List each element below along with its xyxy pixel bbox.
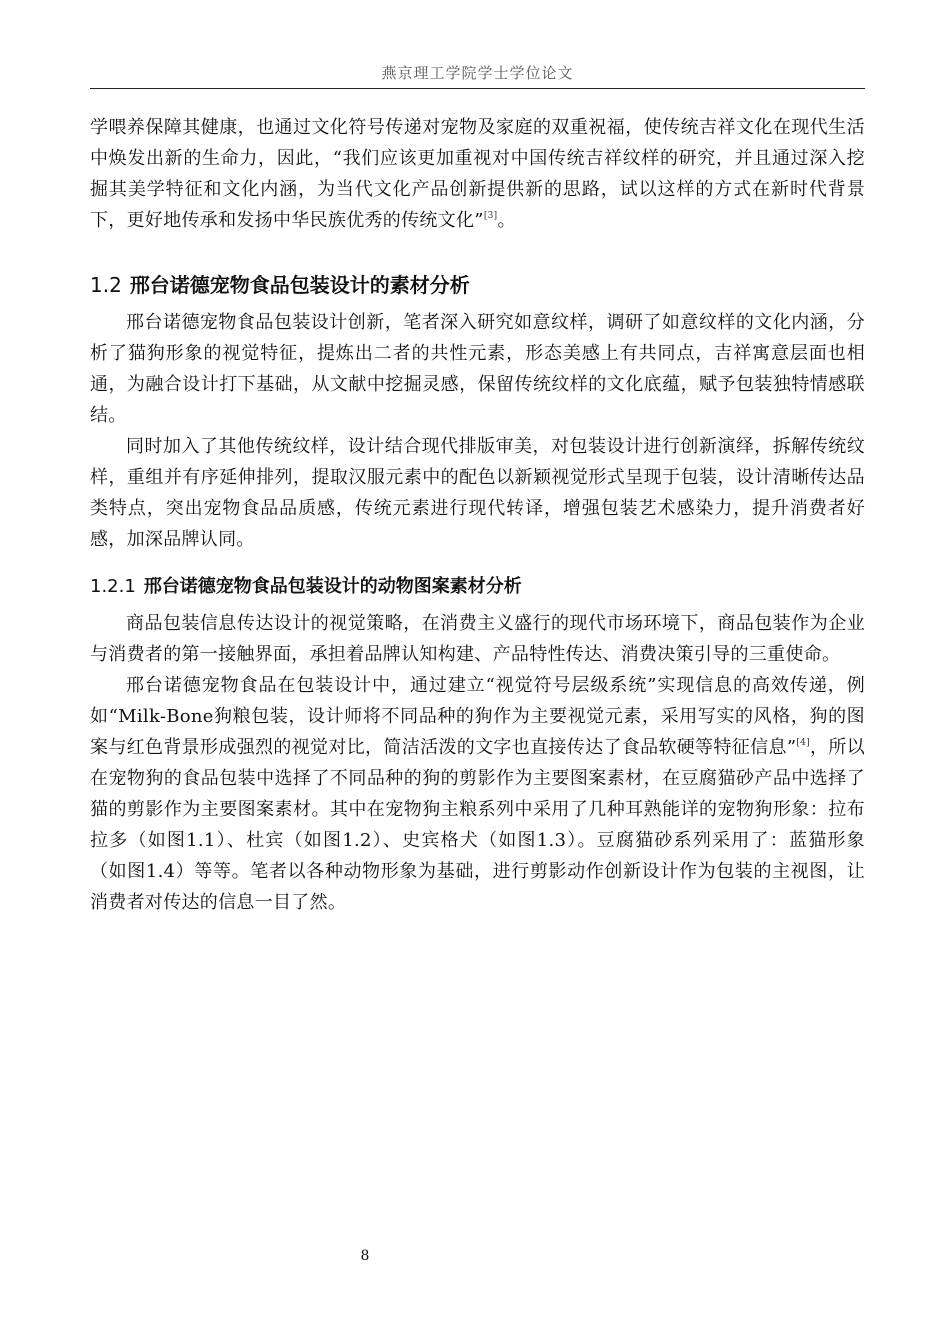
- subsection-title: 邢台诺德宠物食品包装设计的动物图案素材分析: [143, 576, 522, 597]
- citation-4[interactable]: [4]: [796, 738, 810, 748]
- header-rule: [90, 88, 865, 89]
- citation-3[interactable]: [3]: [483, 211, 498, 221]
- section-1-2-1-heading: [90, 571, 865, 602]
- intro-tail: 。: [497, 210, 516, 231]
- section-1-2-paragraph-1: 邢台诺德宠物食品包装设计创新，笔者深入研究如意纹样，调研了如意纹样的文化内涵，分析了猫狗形象的视觉特征，提炼出二者的共性元素，形态美感上有共同点，吉祥寓意层面也相通，为融合设计打下基础，从文献中挖掘灵感，保留传统纹样的文化底蕴，赋予包装独特情感联结。: [90, 312, 865, 426]
- paragraph-2-continuation: ，所以在宠物狗的食品包装中选择了不同品种的狗的剪影作为主要图案素材，在豆腐猫砂产品中选择了猫的剪影作为主要图案素材。其中在宠物狗主粮系列中采用了几种耳熟能详的宠物狗形象：拉布拉多（如图1.1）、杜宾（如图1.2）、史宾格犬（如图1.3）。豆腐猫砂系列采用了：蓝猫形象（如图1.4）等等。笔者以各种动物形象为基础，进行剪影动作创新设计作为包装的主视图，让消费者对传达的信息一目了然。: [90, 737, 865, 913]
- subsection-number: 1.2.1: [90, 576, 136, 597]
- running-header: 燕京理工学院学士学位论文: [381, 64, 574, 82]
- section-1-2-paragraph-2: 同时加入了其他传统纹样，设计结合现代排版审美，对包装设计进行创新演绎，拆解传统纹样，重组并有序延伸排列，提取汉服元素中的配色以新颖视觉形式呈现于包装，设计清晰传达品类特点，突出宠物食品品质感，传统元素进行现代转译，增强包装艺术感染力，提升消费者好感，加深品牌认同。: [90, 436, 865, 550]
- section-1-2-heading: [90, 269, 865, 301]
- section-title: 邢台诺德宠物食品包装设计的素材分析: [129, 273, 470, 297]
- intro-paragraph: [90, 112, 865, 236]
- section-1-2-1-paragraph-2: [90, 670, 865, 918]
- section-1-2-1-paragraph-1: 商品包装信息传达设计的视觉策略，在消费主义盛行的现代市场环境下，商品包装作为企业与消费者的第一接触界面，承担着品牌认知构建、产品特性传达、消费决策引导的三重使命。: [90, 613, 865, 665]
- page-body: [90, 112, 865, 918]
- page-number: 8: [360, 1248, 370, 1264]
- intro-text: 学喂养保障其健康，也通过文化符号传递对宠物及家庭的双重祝福，使传统吉祥文化在现代生活中焕发出新的生命力，因此，“我们应该更加重视对中国传统吉祥纹样的研究，并且通过深入挖掘其美学特征和文化内涵，为当代文化产品创新提供新的思路，试以这样的方式在新时代背景下，更好地传承和发扬中华民族优秀的传统文化”: [90, 117, 865, 231]
- paragraph-2-text: 邢台诺德宠物食品在包装设计中，通过建立“视觉符号层级系统”实现信息的高效传递，例如“Milk-Bone狗粮包装，设计师将不同品种的狗作为主要视觉元素，采用写实的风格，狗的图案与红色背景形成强烈的视觉对比，简洁活泼的文字也直接传达了食品软硬等特征信息”: [90, 675, 865, 758]
- section-number: 1.2: [90, 273, 122, 297]
